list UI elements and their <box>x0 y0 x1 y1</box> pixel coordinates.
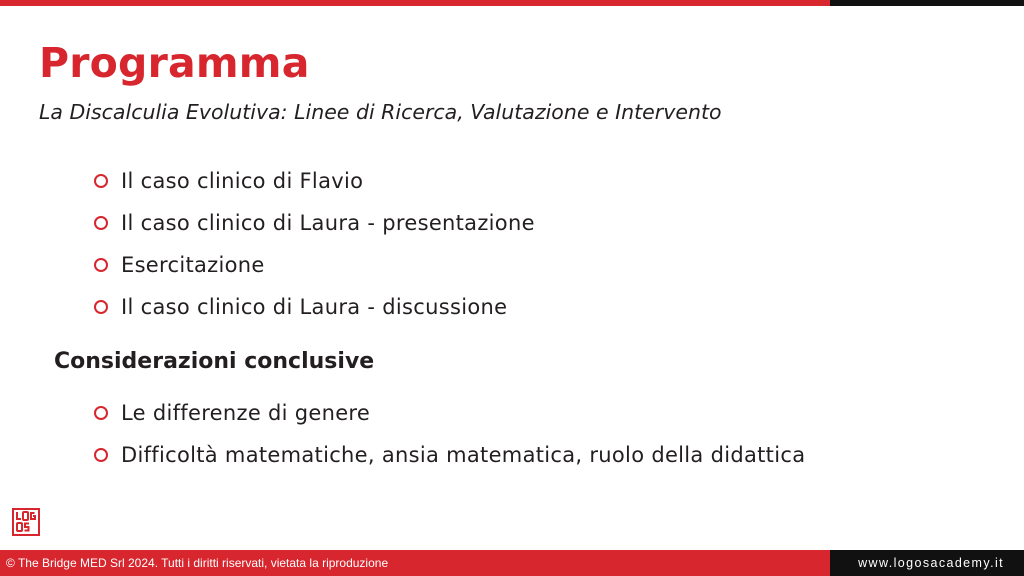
footer-bar <box>0 550 830 576</box>
list-item <box>94 202 535 244</box>
list-item-label: Il caso clinico di Flavio <box>121 169 364 193</box>
circle-bullet-icon <box>94 216 108 230</box>
slide-title: Programma <box>39 39 310 87</box>
website-link[interactable]: www.logosacademy.it <box>858 556 1004 570</box>
slide-subtitle: La Discalculia Evolutiva: Linee di Ricerca, Valutazione e Intervento <box>39 100 722 124</box>
logos-logo-glyph <box>15 511 37 533</box>
conclusions-list <box>94 392 805 476</box>
circle-bullet-icon <box>94 448 108 462</box>
circle-bullet-icon <box>94 300 108 314</box>
circle-bullet-icon <box>94 258 108 272</box>
copyright-text: © The Bridge MED Srl 2024. Tutti i diritti riservati, vietata la riproduzione <box>6 556 389 570</box>
program-list <box>94 160 535 328</box>
footer-website-bar <box>830 550 1024 576</box>
list-item <box>94 392 805 434</box>
list-item <box>94 434 805 476</box>
list-item-label: Il caso clinico di Laura - discussione <box>121 295 508 319</box>
list-item <box>94 244 535 286</box>
list-item-label: Esercitazione <box>121 253 265 277</box>
list-item <box>94 160 535 202</box>
circle-bullet-icon <box>94 174 108 188</box>
list-item-label: Difficoltà matematiche, ansia matematica, ruolo della didattica <box>121 443 806 467</box>
conclusions-heading: Considerazioni conclusive <box>54 349 375 374</box>
logos-logo-icon <box>12 508 40 536</box>
list-item-label: Le differenze di genere <box>121 401 371 425</box>
list-item <box>94 286 535 328</box>
top-dark-bar <box>830 0 1024 6</box>
top-accent-bar <box>0 0 830 6</box>
list-item-label: Il caso clinico di Laura - presentazione <box>121 211 535 235</box>
circle-bullet-icon <box>94 406 108 420</box>
